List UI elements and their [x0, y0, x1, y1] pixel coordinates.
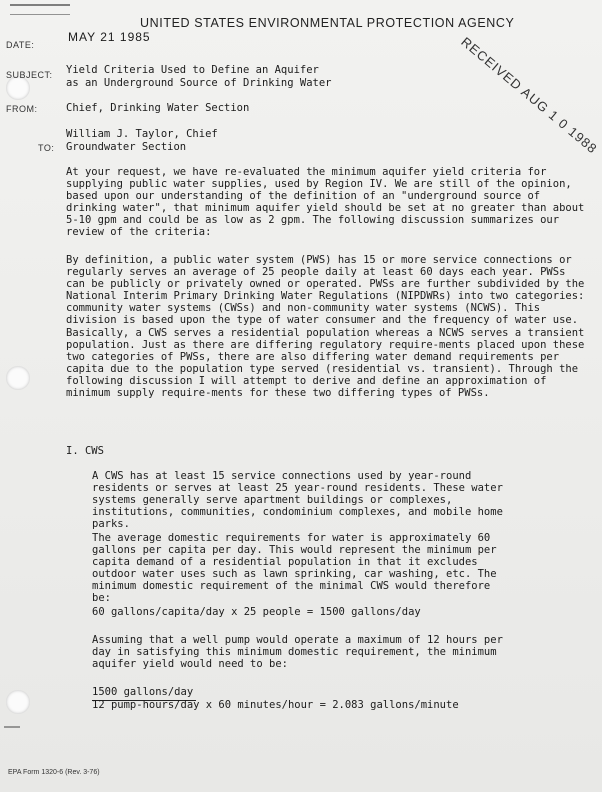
- paragraph-pws-definition: By definition, a public water system (PWS) has 15 or more service connections or regularly serves an average of 25 people daily at least 60 days each year. PWSs can be publicly or privately owned or operated. PWSs are further subdivided by the National Interim Primary Drinking Water Regulations (NIPDWRs) into two categories: community water systems (CWSs) and non-community water systems (NCWS). This division is based upon the type of water consumer and the frequency of water use. Basically, a CWS serves a residential population whereas a NCWS serves a transient population. Just as there are differing regulatory require-ments placed upon these two categories of PWSs, there are also differing water demand requirements per capita due to the population type served (residential vs. transient). Through the following discussion I will attempt to derive and define an approximation of minimum supply require-ments for these two differing types of PWSs.: [66, 254, 585, 400]
- subject-line-2: as an Underground Source of Drinking Water: [66, 77, 332, 89]
- form-identifier: EPA Form 1320-6 (Rev. 3-76): [8, 769, 100, 776]
- equation-daily-demand: 60 gallons/capita/day x 25 people = 1500 gallons/day: [92, 606, 421, 618]
- paragraph-cws-definition: A CWS has at least 15 service connections used by year-round residents or serves at least 25 year-round residents. These water systems generally serve apartment buildings or complexes, institutions, communities, condominium complexes, and mobile home parks.: [92, 470, 503, 531]
- date-label: DATE:: [6, 40, 35, 50]
- subject-label: SUBJECT:: [6, 70, 53, 80]
- paragraph-intro: At your request, we have re-evaluated the minimum aquifer yield criteria for supplying public water supplies, used by Region IV. We are still of the opinion, based upon our understanding of the definition of an "underground source of drinking water", that minimum aquifer yield should be set at no greater than about 5-10 gpm and could be as low as 2 gpm. The following discussion summarizes our review of the criteria:: [66, 166, 585, 239]
- paragraph-domestic-requirement: The average domestic requirements for water is approximately 60 gallons per capita per day. This would represent the minimum per capita demand of a residential population in that it excludes outdoor water uses such as lawn sprinking, car washing, etc. The minimum domestic requirement of the minimal CWS would therefore be:: [92, 532, 497, 605]
- agency-header: UNITED STATES ENVIRONMENTAL PROTECTION AGENCY: [140, 16, 515, 30]
- to-line-1: William J. Taylor, Chief: [66, 128, 218, 140]
- date-value: MAY 21 1985: [68, 30, 151, 44]
- from-value: Chief, Drinking Water Section: [66, 102, 250, 114]
- fraction-numerator: 1500 gallons/day: [92, 686, 194, 698]
- paragraph-pump-assumption: Assuming that a well pump would operate a maximum of 12 hours per day in satisfying this minimum domestic requirement, the minimum aquifer yield would need to be:: [92, 634, 503, 671]
- received-stamp: RECEIVED AUG 1 0 1988: [458, 34, 601, 157]
- to-label: TO:: [38, 143, 55, 153]
- fraction-denominator: 12 pump-hours/day x 60 minutes/hour = 2.083 gallons/minute: [92, 699, 459, 711]
- corner-mark: [10, 4, 70, 15]
- subject-line-1: Yield Criteria Used to Define an Aquifer: [66, 64, 319, 76]
- section-heading-cws: I. CWS: [66, 445, 104, 457]
- punch-hole-middle: [6, 366, 30, 390]
- margin-mark: [4, 726, 20, 742]
- punch-hole-bottom: [6, 690, 30, 714]
- to-line-2: Groundwater Section: [66, 141, 187, 153]
- from-label: FROM:: [6, 104, 38, 114]
